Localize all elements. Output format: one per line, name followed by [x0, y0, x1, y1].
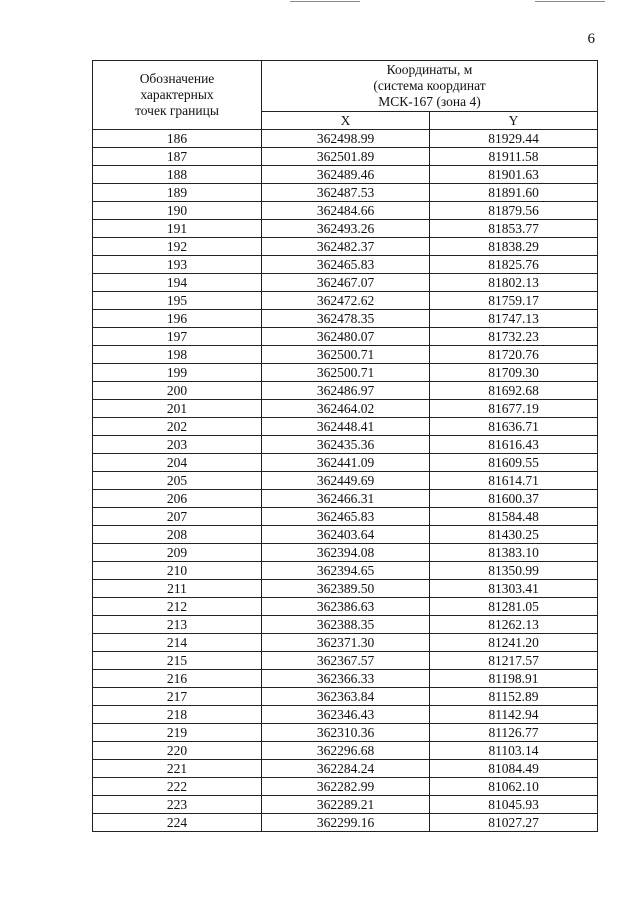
y-coordinate-cell: 81677.19: [430, 400, 598, 418]
point-id-cell: 224: [93, 814, 262, 832]
x-coordinate-cell: 362472.62: [262, 292, 430, 310]
table-row: [93, 778, 598, 796]
y-coordinate-cell: 81045.93: [430, 796, 598, 814]
point-id-cell: 204: [93, 454, 262, 472]
y-coordinate-cell: 81152.89: [430, 688, 598, 706]
x-coordinate-cell: 362296.68: [262, 742, 430, 760]
x-coordinate-cell: 362467.07: [262, 274, 430, 292]
point-id-cell: 193: [93, 256, 262, 274]
table-row: [93, 706, 598, 724]
table-row: [93, 544, 598, 562]
table-row: [93, 310, 598, 328]
point-id-cell: 214: [93, 634, 262, 652]
table-row: [93, 436, 598, 454]
x-coordinate-cell: 362486.97: [262, 382, 430, 400]
y-coordinate-cell: 81027.27: [430, 814, 598, 832]
header-coordinates: Координаты, м (система координат МСК-167 (зона 4): [262, 61, 598, 112]
table-row: [93, 742, 598, 760]
y-coordinate-cell: 81802.13: [430, 274, 598, 292]
x-coordinate-cell: 362289.21: [262, 796, 430, 814]
y-coordinate-cell: 81853.77: [430, 220, 598, 238]
header-y: Y: [430, 112, 598, 130]
point-id-cell: 196: [93, 310, 262, 328]
y-coordinate-cell: 81692.68: [430, 382, 598, 400]
point-id-cell: 205: [93, 472, 262, 490]
x-coordinate-cell: 362386.63: [262, 598, 430, 616]
y-coordinate-cell: 81747.13: [430, 310, 598, 328]
x-coordinate-cell: 362493.26: [262, 220, 430, 238]
point-id-cell: 207: [93, 508, 262, 526]
x-coordinate-cell: 362466.31: [262, 490, 430, 508]
x-coordinate-cell: 362484.66: [262, 202, 430, 220]
table-row: [93, 418, 598, 436]
table-row: [93, 598, 598, 616]
y-coordinate-cell: 81217.57: [430, 652, 598, 670]
y-coordinate-cell: 81614.71: [430, 472, 598, 490]
y-coordinate-cell: 81303.41: [430, 580, 598, 598]
x-coordinate-cell: 362299.16: [262, 814, 430, 832]
y-coordinate-cell: 81383.10: [430, 544, 598, 562]
x-coordinate-cell: 362449.69: [262, 472, 430, 490]
point-id-cell: 186: [93, 130, 262, 148]
y-coordinate-cell: 81584.48: [430, 508, 598, 526]
table-row: [93, 508, 598, 526]
top-rule-right: [535, 1, 605, 2]
x-coordinate-cell: 362482.37: [262, 238, 430, 256]
y-coordinate-cell: 81616.43: [430, 436, 598, 454]
y-coordinate-cell: 81609.55: [430, 454, 598, 472]
point-id-cell: 202: [93, 418, 262, 436]
table-row: [93, 166, 598, 184]
table-row: [93, 220, 598, 238]
point-id-cell: 195: [93, 292, 262, 310]
point-id-cell: 188: [93, 166, 262, 184]
x-coordinate-cell: 362282.99: [262, 778, 430, 796]
table-row: [93, 472, 598, 490]
x-coordinate-cell: 362363.84: [262, 688, 430, 706]
y-coordinate-cell: 81901.63: [430, 166, 598, 184]
x-coordinate-cell: 362403.64: [262, 526, 430, 544]
point-id-cell: 221: [93, 760, 262, 778]
point-id-cell: 212: [93, 598, 262, 616]
header-x: X: [262, 112, 430, 130]
table-row: [93, 274, 598, 292]
y-coordinate-cell: 81759.17: [430, 292, 598, 310]
y-coordinate-cell: 81142.94: [430, 706, 598, 724]
point-id-cell: 208: [93, 526, 262, 544]
y-coordinate-cell: 81084.49: [430, 760, 598, 778]
table-row: [93, 454, 598, 472]
point-id-cell: 201: [93, 400, 262, 418]
y-coordinate-cell: 81430.25: [430, 526, 598, 544]
top-rule-left: [290, 1, 360, 2]
y-coordinate-cell: 81879.56: [430, 202, 598, 220]
table-row: [93, 364, 598, 382]
table-row: [93, 346, 598, 364]
y-coordinate-cell: 81929.44: [430, 130, 598, 148]
y-coordinate-cell: 81825.76: [430, 256, 598, 274]
table-row: [93, 202, 598, 220]
table-row: [93, 616, 598, 634]
point-id-cell: 223: [93, 796, 262, 814]
coordinates-table: [92, 60, 598, 832]
x-coordinate-cell: 362310.36: [262, 724, 430, 742]
x-coordinate-cell: 362465.83: [262, 508, 430, 526]
point-id-cell: 200: [93, 382, 262, 400]
table-row: [93, 490, 598, 508]
x-coordinate-cell: 362367.57: [262, 652, 430, 670]
y-coordinate-cell: 81891.60: [430, 184, 598, 202]
point-id-cell: 222: [93, 778, 262, 796]
x-coordinate-cell: 362464.02: [262, 400, 430, 418]
point-id-cell: 198: [93, 346, 262, 364]
x-coordinate-cell: 362489.46: [262, 166, 430, 184]
x-coordinate-cell: 362388.35: [262, 616, 430, 634]
table-row: [93, 184, 598, 202]
point-id-cell: 203: [93, 436, 262, 454]
x-coordinate-cell: 362500.71: [262, 346, 430, 364]
x-coordinate-cell: 362465.83: [262, 256, 430, 274]
x-coordinate-cell: 362498.99: [262, 130, 430, 148]
table-row: [93, 796, 598, 814]
point-id-cell: 191: [93, 220, 262, 238]
point-id-cell: 199: [93, 364, 262, 382]
table-row: [93, 256, 598, 274]
table-row: [93, 652, 598, 670]
table-row: [93, 562, 598, 580]
table-row: [93, 238, 598, 256]
y-coordinate-cell: 81709.30: [430, 364, 598, 382]
x-coordinate-cell: 362366.33: [262, 670, 430, 688]
y-coordinate-cell: 81262.13: [430, 616, 598, 634]
x-coordinate-cell: 362487.53: [262, 184, 430, 202]
point-id-cell: 216: [93, 670, 262, 688]
table-row: [93, 814, 598, 832]
page-number: 6: [587, 31, 595, 47]
table-row: [93, 292, 598, 310]
x-coordinate-cell: 362500.71: [262, 364, 430, 382]
x-coordinate-cell: 362284.24: [262, 760, 430, 778]
point-id-cell: 192: [93, 238, 262, 256]
point-id-cell: 190: [93, 202, 262, 220]
table-row: [93, 400, 598, 418]
y-coordinate-cell: 81062.10: [430, 778, 598, 796]
point-id-cell: 197: [93, 328, 262, 346]
table-row: [93, 724, 598, 742]
y-coordinate-cell: 81103.14: [430, 742, 598, 760]
point-id-cell: 194: [93, 274, 262, 292]
y-coordinate-cell: 81198.91: [430, 670, 598, 688]
table-header-row: [93, 61, 598, 112]
x-coordinate-cell: 362480.07: [262, 328, 430, 346]
y-coordinate-cell: 81911.58: [430, 148, 598, 166]
point-id-cell: 217: [93, 688, 262, 706]
x-coordinate-cell: 362389.50: [262, 580, 430, 598]
y-coordinate-cell: 81350.99: [430, 562, 598, 580]
table-row: [93, 670, 598, 688]
point-id-cell: 210: [93, 562, 262, 580]
y-coordinate-cell: 81600.37: [430, 490, 598, 508]
y-coordinate-cell: 81720.76: [430, 346, 598, 364]
table-row: [93, 526, 598, 544]
point-id-cell: 220: [93, 742, 262, 760]
point-id-cell: 218: [93, 706, 262, 724]
point-id-cell: 213: [93, 616, 262, 634]
x-coordinate-cell: 362441.09: [262, 454, 430, 472]
y-coordinate-cell: 81838.29: [430, 238, 598, 256]
x-coordinate-cell: 362371.30: [262, 634, 430, 652]
x-coordinate-cell: 362394.65: [262, 562, 430, 580]
y-coordinate-cell: 81281.05: [430, 598, 598, 616]
point-id-cell: 211: [93, 580, 262, 598]
y-coordinate-cell: 81636.71: [430, 418, 598, 436]
table-body: [93, 130, 598, 832]
point-id-cell: 215: [93, 652, 262, 670]
point-id-cell: 219: [93, 724, 262, 742]
table-row: [93, 382, 598, 400]
point-id-cell: 206: [93, 490, 262, 508]
x-coordinate-cell: 362448.41: [262, 418, 430, 436]
table-row: [93, 688, 598, 706]
y-coordinate-cell: 81241.20: [430, 634, 598, 652]
y-coordinate-cell: 81732.23: [430, 328, 598, 346]
x-coordinate-cell: 362394.08: [262, 544, 430, 562]
table-row: [93, 580, 598, 598]
x-coordinate-cell: 362435.36: [262, 436, 430, 454]
point-id-cell: 209: [93, 544, 262, 562]
x-coordinate-cell: 362501.89: [262, 148, 430, 166]
table-row: [93, 634, 598, 652]
point-id-cell: 187: [93, 148, 262, 166]
table-row: [93, 328, 598, 346]
x-coordinate-cell: 362346.43: [262, 706, 430, 724]
y-coordinate-cell: 81126.77: [430, 724, 598, 742]
table-row: [93, 148, 598, 166]
x-coordinate-cell: 362478.35: [262, 310, 430, 328]
table-row: [93, 130, 598, 148]
point-id-cell: 189: [93, 184, 262, 202]
table-row: [93, 760, 598, 778]
header-point-designation: Обозначение характерных точек границы: [93, 61, 262, 130]
